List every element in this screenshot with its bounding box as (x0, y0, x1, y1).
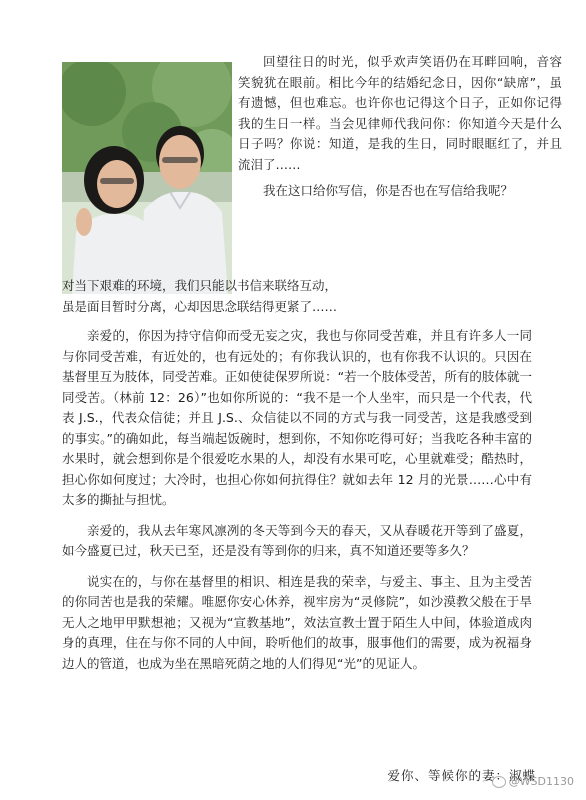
letter-body (62, 326, 532, 684)
body-paragraph: 说实在的，与你在基督里的相识、相连是我的荣幸，与爱主、事主、且为主受苦的你同苦也是我的荣耀。唯愿你安心休养，视牢房为“灵修院”，如沙漠教父般在于旱无人之地甲甲默想祂；又视为“宣教基地”，效法宣教士置于陌生人中间，体验道成肉身的真理，住在与你不同的人中间，聆听他们的故事，服事他们的需要，成为祝福身边人的管道，也成为坐在黑暗死荫之地的人们得见“光”的见证人。 (62, 573, 532, 671)
weibo-icon (492, 776, 506, 788)
body-paragraph: 亲爱的，你因为持守信仰而受无妄之灾，我也与你同受苦难，并且有许多人一同与你同受苦难，有近处的，也有远处的；有你我认识的，也有你我不认识的。只因在基督里互为肢体，同受苦难。正如使徒保罗所说：“若一个肢体受苦，所有的肢体就一同受苦。（林前 12：26）”也如你所说的：“我不是一个人坐牢，而只是一个代表，代表 J.S.，代表众信徒；并且 J.S.、众信徒以不同的方式与我一同受苦，这是我感受到的事实。”的确如此，每当端起饭碗时，想到你，不知你吃得可好；当我吃各种丰富的水果时，就会想到你是个很爱吃水果的人，却没有水果可吃，心里就难受；酷热时，担心你如何度过；大冷时，也担心你如何抗得住？就如去年 12 月的光景……心中有太多的撕扯与担忧。 (62, 328, 532, 507)
intro-text (238, 52, 562, 206)
watermark-text: @WSD1130 (508, 775, 574, 788)
signature: 爱你、等候你的妻：淑蝶 (387, 768, 536, 783)
intro-paragraph: 回望往日的时光，似乎欢声笑语仍在耳畔回响，音容笑貌犹在眼前。相比今年的结婚纪念日，因你“缺席”，虽有遗憾，但也难忘。也许你也记得这个日子，正如你记得我的生日一样。当会见律师代我问你：你知道今天是什么日子吗？你说：知道，是我的生日，同时眼眶红了，并且流泪了…… (238, 54, 562, 172)
continuation-text (62, 276, 532, 317)
watermark (492, 775, 574, 788)
body-paragraph: 亲爱的，我从去年寒风凛冽的冬天等到今天的春天，又从春暖花开等到了盛夏，如今盛夏已过，秋天已至，还是没有等到你的归来，真不知道还要等多久？ (62, 522, 532, 558)
couple-photo-illustration (62, 62, 232, 294)
intro-paragraph: 我在这口给你写信，你是否也在写信给我呢？ (263, 183, 514, 198)
couple-photo (62, 62, 232, 294)
continuation-line: 虽是面目暂时分离，心却因思念联结得更紧了…… (62, 298, 338, 314)
continuation-line: 对当下艰难的环境，我们只能以书信来联络互动， (62, 278, 338, 293)
